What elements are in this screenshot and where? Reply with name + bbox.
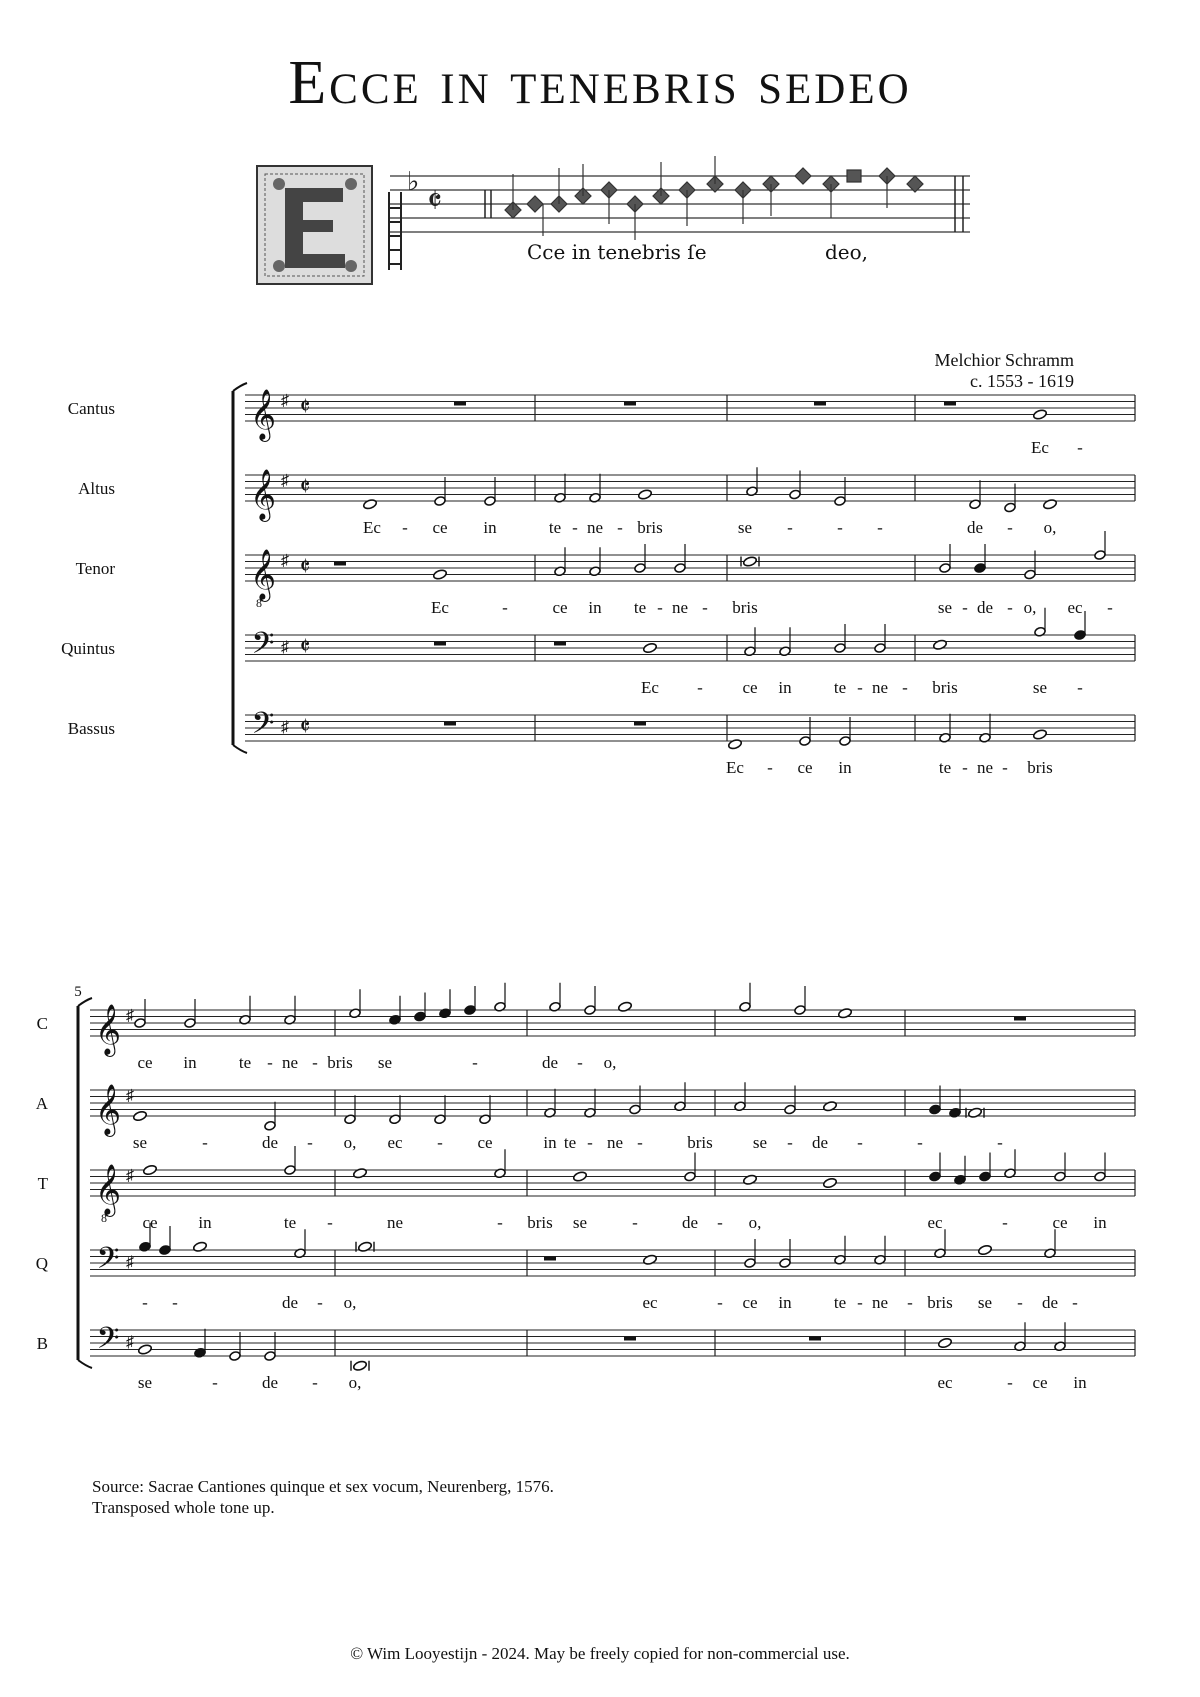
note-head	[484, 496, 496, 507]
lyric-syllable: bris	[732, 598, 758, 617]
note-head	[1094, 1171, 1106, 1182]
lyric-syllable: -	[1107, 598, 1113, 617]
lyric-syllable: -	[767, 758, 773, 777]
lyric-syllable: de	[541, 1053, 559, 1072]
lyric-syllable: in	[778, 678, 792, 697]
note-head	[414, 1011, 426, 1022]
lyric-syllable: ne	[586, 518, 604, 537]
whole-rest	[434, 642, 446, 646]
lyric-syllable: ce	[477, 1133, 493, 1152]
note-head	[618, 1001, 633, 1013]
note-head	[1033, 409, 1048, 421]
lyric-syllable: in	[483, 518, 497, 537]
note-head	[929, 1171, 941, 1182]
key-signature-icon: ♯	[126, 1254, 134, 1271]
incipit-lyric-2: deo,	[825, 240, 869, 264]
lyric-syllable: in	[838, 758, 852, 777]
lyric-syllable: in	[1073, 1373, 1087, 1392]
lyric-syllable: -	[697, 678, 703, 697]
note-head	[1033, 729, 1048, 741]
octave-marker: 8	[101, 1211, 107, 1225]
meter-icon: 𝄵	[299, 554, 311, 581]
lyric-syllable: bris	[687, 1133, 713, 1152]
lyric-syllable: -	[877, 518, 883, 537]
lyric-syllable: -	[497, 1213, 503, 1232]
whole-rest	[809, 1337, 821, 1341]
note-head	[794, 1005, 806, 1016]
lyric-syllable: -	[472, 1053, 478, 1072]
note-head	[434, 496, 446, 507]
treble-clef-icon: 𝄞	[249, 390, 277, 439]
lyric-syllable: -	[857, 1293, 863, 1312]
whole-rest	[1014, 1017, 1026, 1021]
key-signature-icon: ♯	[126, 1087, 134, 1105]
whole-rest	[624, 402, 636, 406]
whole-rest	[454, 402, 466, 406]
note-head	[584, 1005, 596, 1016]
voice-label: Cantus	[67, 399, 115, 418]
lyric-syllable: o,	[1043, 518, 1057, 537]
note-head	[193, 1241, 208, 1253]
system-1	[0, 385, 1200, 845]
note-head	[838, 1007, 853, 1019]
note-head	[134, 1018, 146, 1029]
lyric-syllable: in	[1093, 1213, 1107, 1232]
meter-icon: 𝄵	[299, 634, 311, 661]
voice-label: C	[36, 1014, 48, 1033]
whole-rest	[334, 562, 346, 566]
lyric-syllable: -	[212, 1373, 218, 1392]
lyric-syllable: -	[172, 1293, 178, 1312]
lyric-syllable: ce	[137, 1053, 153, 1072]
note-head	[823, 1177, 838, 1189]
lyric-syllable: -	[327, 1213, 333, 1232]
system-2	[0, 984, 1200, 1460]
key-signature-icon: ♯	[126, 1007, 134, 1025]
bracket-hook	[233, 383, 247, 391]
note-head	[1094, 550, 1106, 561]
lyric-syllable: ce	[142, 1213, 158, 1232]
note-head	[638, 489, 653, 501]
lyric-syllable: te	[938, 758, 952, 777]
lyric-syllable: o,	[603, 1053, 617, 1072]
lyric-syllable: -	[572, 518, 578, 537]
lyric-syllable: in	[198, 1213, 212, 1232]
lyric-syllable: se	[377, 1053, 393, 1072]
key-signature-icon: ♯	[281, 719, 289, 736]
lyric-syllable: ec	[387, 1133, 403, 1152]
note-head	[974, 563, 986, 574]
lyric-syllable: -	[962, 598, 968, 617]
lyric-syllable: ce	[742, 1293, 758, 1312]
note-head	[264, 1120, 276, 1131]
whole-rest	[634, 722, 646, 726]
lyric-syllable: o,	[348, 1373, 362, 1392]
lyric-syllable: -	[962, 758, 968, 777]
lyric-syllable: ce	[552, 598, 568, 617]
lyric-syllable: in	[183, 1053, 197, 1072]
lyric-syllable: -	[312, 1373, 318, 1392]
incipit-lyric-1: Cce in tenebris ſe	[527, 240, 707, 264]
lyric-syllable: se	[132, 1133, 148, 1152]
lyric-syllable: in	[778, 1293, 792, 1312]
lyric-syllable: ne	[386, 1213, 404, 1232]
lyric-syllable: o,	[748, 1213, 762, 1232]
voice-label: Bassus	[67, 719, 115, 738]
lyric-syllable: ne	[606, 1133, 624, 1152]
lyric-syllable: -	[577, 1053, 583, 1072]
copyright: © Wim Looyestijn - 2024. May be freely copied for non-commercial use.	[350, 1644, 850, 1663]
lyric-syllable: ne	[671, 598, 689, 617]
note-head	[1024, 569, 1036, 580]
svg-text:♭: ♭	[407, 167, 420, 196]
voice-label: Altus	[78, 479, 115, 498]
lyric-syllable: -	[142, 1293, 148, 1312]
lyric-syllable: de	[681, 1213, 699, 1232]
whole-rest	[444, 722, 456, 726]
measure-number: 5	[74, 984, 82, 1000]
note-head	[1074, 630, 1086, 641]
lyric-syllable: -	[1077, 438, 1083, 457]
note-head	[799, 736, 811, 747]
lyric-syllable: -	[702, 598, 708, 617]
note-head	[744, 1258, 756, 1269]
note-head	[674, 563, 686, 574]
lyric-syllable: se	[137, 1373, 153, 1392]
lyric-syllable: -	[307, 1133, 313, 1152]
mensural-notes	[505, 156, 923, 240]
note-head	[433, 569, 448, 581]
lyric-syllable: se	[977, 1293, 993, 1312]
note-head	[353, 1360, 368, 1372]
note-head	[159, 1245, 171, 1256]
lyric-syllable: Ec	[641, 678, 659, 697]
note-head	[978, 1244, 993, 1256]
lyric-syllable: -	[902, 678, 908, 697]
lyric-syllable: -	[857, 1133, 863, 1152]
lyric-syllable: -	[1007, 518, 1013, 537]
lyric-syllable: ce	[1032, 1373, 1048, 1392]
lyric-syllable: -	[857, 678, 863, 697]
bass-clef-icon: 𝄢	[96, 1322, 120, 1362]
lyric-syllable: bris	[637, 518, 663, 537]
lyric-syllable: se	[752, 1133, 768, 1152]
whole-rest	[814, 402, 826, 406]
voice-label: T	[37, 1174, 48, 1193]
note-head	[358, 1241, 373, 1253]
whole-rest	[944, 402, 956, 406]
note-head	[979, 1171, 991, 1182]
key-signature-icon: ♯	[281, 639, 289, 656]
transposition-line: Transposed whole tone up.	[92, 1498, 275, 1517]
lyric-syllable: ec	[1067, 598, 1083, 617]
ornate-initial-icon	[257, 166, 372, 284]
lyric-syllable: -	[787, 518, 793, 537]
treble-clef-icon: 𝄞	[94, 1005, 122, 1054]
lyric-syllable: bris	[932, 678, 958, 697]
key-signature-icon: ♯	[281, 472, 289, 490]
note-head	[939, 563, 951, 574]
composer-name: Melchior Schramm	[934, 350, 1074, 370]
lyric-syllable: de	[261, 1133, 279, 1152]
meter-icon: 𝄵	[299, 394, 311, 421]
note-head	[684, 1171, 696, 1182]
lyric-syllable: bris	[1027, 758, 1053, 777]
meter-icon: 𝄵	[299, 474, 311, 501]
note-head	[1004, 502, 1016, 513]
lyric-syllable: -	[1072, 1293, 1078, 1312]
lyric-syllable: -	[787, 1133, 793, 1152]
lyric-syllable: in	[588, 598, 602, 617]
treble-clef-icon: 𝄞	[94, 1165, 122, 1214]
lyric-syllable: ne	[281, 1053, 299, 1072]
lyric-syllable: -	[267, 1053, 273, 1072]
lyric-syllable: Ec	[363, 518, 381, 537]
lyric-syllable: bris	[527, 1213, 553, 1232]
note-head	[968, 1107, 983, 1119]
source-line: Source: Sacrae Cantiones quinque et sex vocum, Neurenberg, 1576.	[92, 1477, 554, 1496]
note-head	[743, 556, 758, 568]
note-head	[264, 1351, 276, 1362]
lyric-syllable: ce	[742, 678, 758, 697]
lyric-syllable: -	[317, 1293, 323, 1312]
lyric-syllable: de	[1041, 1293, 1059, 1312]
lyric-syllable: -	[1007, 598, 1013, 617]
lyric-syllable: ne	[976, 758, 994, 777]
bass-clef-icon: 𝄢	[96, 1242, 120, 1282]
lyric-syllable: -	[617, 518, 623, 537]
bracket-hook	[78, 1360, 92, 1368]
lyric-syllable: -	[917, 1133, 923, 1152]
note-head	[938, 1337, 953, 1349]
lyric-syllable: te	[238, 1053, 252, 1072]
lyric-syllable: -	[1077, 678, 1083, 697]
lyric-syllable: ce	[432, 518, 448, 537]
note-head	[728, 738, 743, 750]
lyric-syllable: -	[1002, 1213, 1008, 1232]
key-signature-icon: ♯	[126, 1167, 134, 1185]
note-head	[133, 1110, 148, 1122]
lyric-syllable: Ec	[1031, 438, 1049, 457]
incipit	[255, 160, 975, 290]
lyric-syllable: bris	[327, 1053, 353, 1072]
lyric-syllable: -	[1017, 1293, 1023, 1312]
lyric-syllable: o,	[343, 1133, 357, 1152]
lyric-syllable: -	[312, 1053, 318, 1072]
note-head	[363, 498, 378, 510]
lyric-syllable: -	[402, 518, 408, 537]
note-head	[464, 1005, 476, 1016]
lyric-syllable: te	[833, 678, 847, 697]
octave-marker: 8	[256, 596, 262, 610]
lyric-syllable: se	[1032, 678, 1048, 697]
svg-text:𝄵: 𝄵	[427, 183, 443, 220]
note-head	[353, 1167, 368, 1179]
lyric-syllable: -	[717, 1213, 723, 1232]
lyric-syllable: ec	[937, 1373, 953, 1392]
lyric-syllable: se	[937, 598, 953, 617]
lyric-syllable: te	[833, 1293, 847, 1312]
voice-label: Tenor	[75, 559, 115, 578]
lyric-syllable: se	[572, 1213, 588, 1232]
lyric-syllable: -	[1002, 758, 1008, 777]
note-head	[634, 563, 646, 574]
lyric-syllable: de	[966, 518, 984, 537]
note-head	[779, 1258, 791, 1269]
voice-label: A	[35, 1094, 48, 1113]
note-head	[789, 489, 801, 500]
note-head	[629, 1104, 641, 1115]
treble-clef-icon: 𝄞	[94, 1085, 122, 1134]
key-signature-icon: ♯	[281, 392, 289, 410]
lyric-syllable: de	[261, 1373, 279, 1392]
note-head	[743, 1174, 758, 1186]
treble-clef-icon: 𝄞	[249, 470, 277, 519]
note-head	[874, 643, 886, 654]
lyric-syllable: -	[587, 1133, 593, 1152]
incipit-graphic	[255, 160, 975, 290]
bass-clef-icon: 𝄢	[251, 707, 275, 747]
whole-rest	[544, 1257, 556, 1261]
page-title: Ecce in tenebris sedeo	[288, 49, 912, 117]
note-head	[933, 639, 948, 651]
note-head	[138, 1344, 153, 1356]
lyric-syllable: te	[563, 1133, 577, 1152]
key-signature-icon: ♯	[126, 1334, 134, 1351]
lyric-syllable: o,	[1023, 598, 1037, 617]
lyric-syllable: -	[502, 598, 508, 617]
composer-dates: c. 1553 - 1619	[970, 371, 1074, 391]
note-head	[929, 1104, 941, 1115]
source-note	[92, 1476, 554, 1518]
note-head	[284, 1165, 296, 1176]
note-head	[834, 496, 846, 507]
voice-label: Quintus	[61, 639, 115, 658]
lyric-syllable: -	[837, 518, 843, 537]
note-head	[573, 1171, 588, 1183]
lyric-syllable: in	[543, 1133, 557, 1152]
lyric-syllable: Ec	[431, 598, 449, 617]
lyric-syllable: -	[637, 1133, 643, 1152]
note-head	[643, 642, 658, 654]
lyric-syllable: se	[737, 518, 753, 537]
lyric-syllable: -	[202, 1133, 208, 1152]
lyric-syllable: -	[717, 1293, 723, 1312]
note-head	[1043, 498, 1058, 510]
lyric-syllable: ne	[871, 1293, 889, 1312]
whole-rest	[624, 1337, 636, 1341]
whole-rest	[554, 642, 566, 646]
note-head	[834, 643, 846, 654]
lyric-syllable: te	[548, 518, 562, 537]
lyric-syllable: ec	[642, 1293, 658, 1312]
meter-icon: 𝄵	[299, 714, 311, 741]
note-head	[184, 1018, 196, 1029]
lyric-syllable: o,	[343, 1293, 357, 1312]
note-head	[839, 736, 851, 747]
note-head	[823, 1100, 838, 1112]
note-head	[229, 1351, 241, 1362]
lyric-syllable: -	[632, 1213, 638, 1232]
key-signature-icon: ♯	[281, 552, 289, 570]
treble-clef-icon: 𝄞	[249, 550, 277, 599]
lyric-syllable: te	[283, 1213, 297, 1232]
note-head	[643, 1254, 658, 1266]
lyric-syllable: ne	[871, 678, 889, 697]
lyric-syllable: -	[657, 598, 663, 617]
lyric-syllable: ce	[797, 758, 813, 777]
bracket-hook	[233, 745, 247, 753]
lyric-syllable: Ec	[726, 758, 744, 777]
lyric-syllable: -	[907, 1293, 913, 1312]
bass-clef-icon: 𝄢	[251, 627, 275, 667]
note-head	[1054, 1171, 1066, 1182]
lyric-syllable: -	[997, 1133, 1003, 1152]
lyric-syllable: te	[633, 598, 647, 617]
lyric-syllable: de	[811, 1133, 829, 1152]
lyric-syllable: -	[1007, 1373, 1013, 1392]
lyric-syllable: bris	[927, 1293, 953, 1312]
lyric-syllable: ce	[1052, 1213, 1068, 1232]
note-head	[143, 1164, 158, 1176]
voice-label: Q	[35, 1254, 48, 1273]
lyric-syllable: ec	[927, 1213, 943, 1232]
lyric-syllable: de	[976, 598, 994, 617]
note-head	[784, 1104, 796, 1115]
lyric-syllable: de	[281, 1293, 299, 1312]
lyric-syllable: -	[437, 1133, 443, 1152]
voice-label: B	[36, 1334, 48, 1353]
